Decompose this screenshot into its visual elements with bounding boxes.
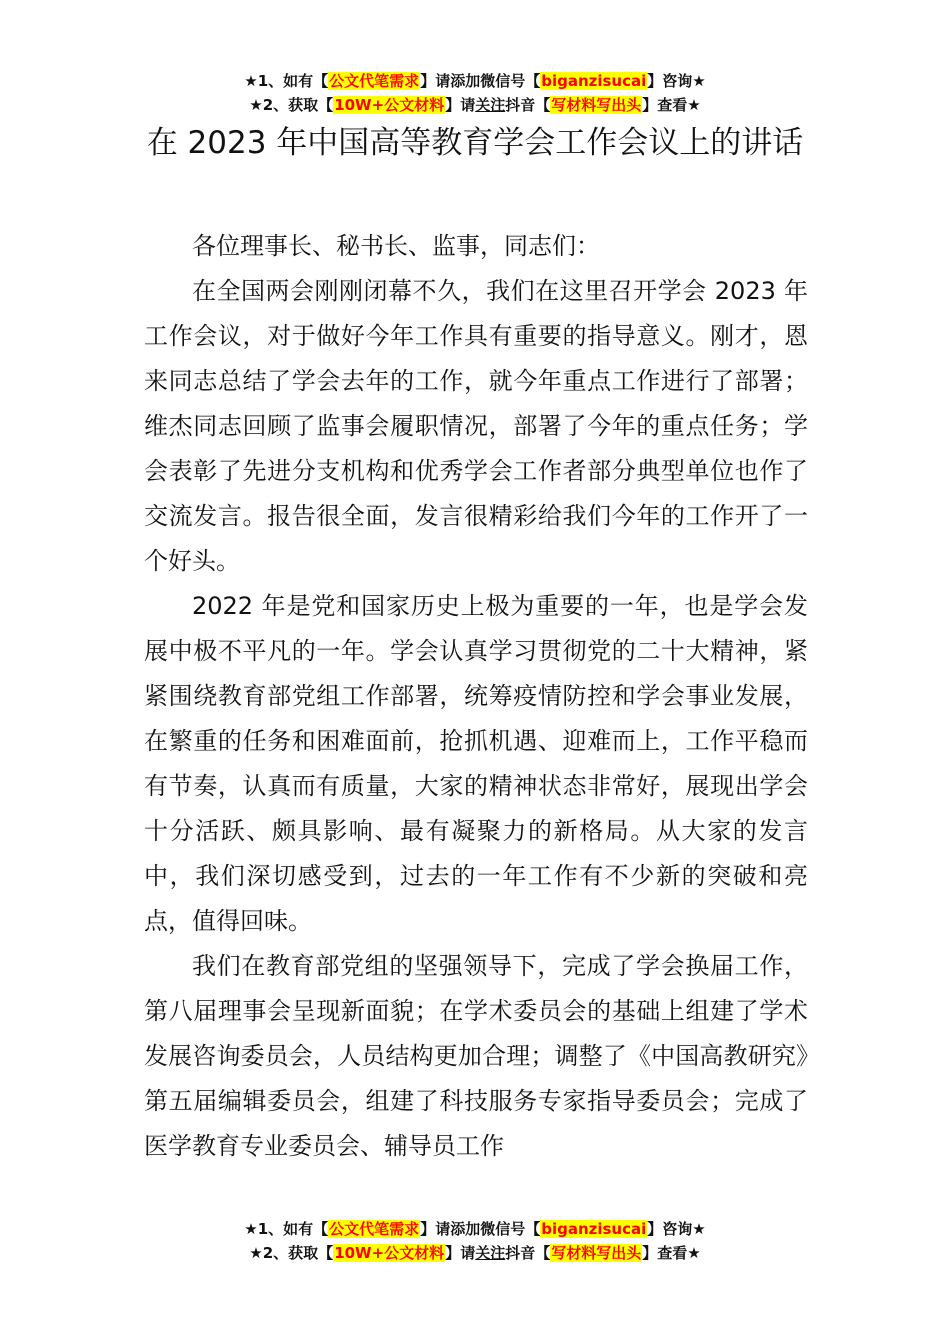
banner-text: ★1、如有【 [244,72,329,90]
banner-text: 】请添加微信号【 [420,72,541,90]
header-banner [0,69,950,117]
banner-highlight: 10W+公文材料 [334,96,445,114]
banner-highlight: 10W+公文材料 [334,1244,445,1262]
banner-underline: 关注 [475,1244,506,1262]
banner-text: ★2、获取【 [249,1244,334,1262]
banner-text: 抖音【 [505,96,551,114]
banner-text: 】咨询★ [647,1220,706,1238]
banner-text: 】请 [445,1244,476,1262]
footer-banner [0,1217,950,1265]
banner-line-1 [0,69,950,93]
document-title: 在 2023 年中国高等教育学会工作会议上的讲话 [146,125,804,161]
banner-text: 】查看★ [642,96,701,114]
banner-underline: 关注 [475,96,506,114]
paragraph: 2022 年是党和国家历史上极为重要的一年，也是学会发展中极不平凡的一年。学会认真学习贯彻党的二十大精神，紧紧围绕教育部党组工作部署，统筹疫情防控和学会事业发展，在繁重的任务和困难面前，抢抓机遇、迎难而上，工作平稳而有节奏，认真而有质量，大家的精神状态非常好，展现出学会十分活跃、颇具影响、最有凝聚力的新格局。从大家的发言中，我们深切感受到，过去的一年工作有不少新的突破和亮点，值得回味。 [144,592,808,935]
banner-text: 】咨询★ [647,72,706,90]
banner-text: ★1、如有【 [244,1220,329,1238]
banner-text: 抖音【 [505,1244,551,1262]
banner-text: ★2、获取【 [249,96,334,114]
banner-line-2 [0,1241,950,1265]
document-body [144,224,808,1169]
banner-highlight: biganzisucai [541,1220,647,1238]
paragraph: 在全国两会刚刚闭幕不久，我们在这里召开学会 2023 年工作会议，对于做好今年工作具有重要的指导意义。刚才，恩来同志总结了学会去年的工作，就今年重点工作进行了部署；维杰同志回顾了监事会履职情况，部署了今年的重点任务；学会表彰了先进分支机构和优秀学会工作者部分典型单位也作了交流发言。报告很全面，发言很精彩给我们今年的工作开了一个好头。 [144,277,808,575]
banner-highlight: 公文代笔需求 [329,72,420,90]
banner-highlight: 公文代笔需求 [329,1220,420,1238]
banner-highlight: 写材料写出头 [551,1244,642,1262]
banner-text: 】请 [445,96,476,114]
banner-highlight: biganzisucai [541,72,647,90]
banner-text: 】请添加微信号【 [420,1220,541,1238]
banner-line-2 [0,93,950,117]
banner-line-1 [0,1217,950,1241]
salutation: 各位理事长、秘书长、监事，同志们： [192,232,600,260]
banner-text: 】查看★ [642,1244,701,1262]
banner-highlight: 写材料写出头 [551,96,642,114]
paragraph: 我们在教育部党组的坚强领导下，完成了学会换届工作，第八届理事会呈现新面貌；在学术委员会的基础上组建了学术发展咨询委员会，人员结构更加合理；调整了《中国高教研究》第五届编辑委员会，组建了科技服务专家指导委员会；完成了医学教育专业委员会、辅导员工作 [144,952,808,1160]
